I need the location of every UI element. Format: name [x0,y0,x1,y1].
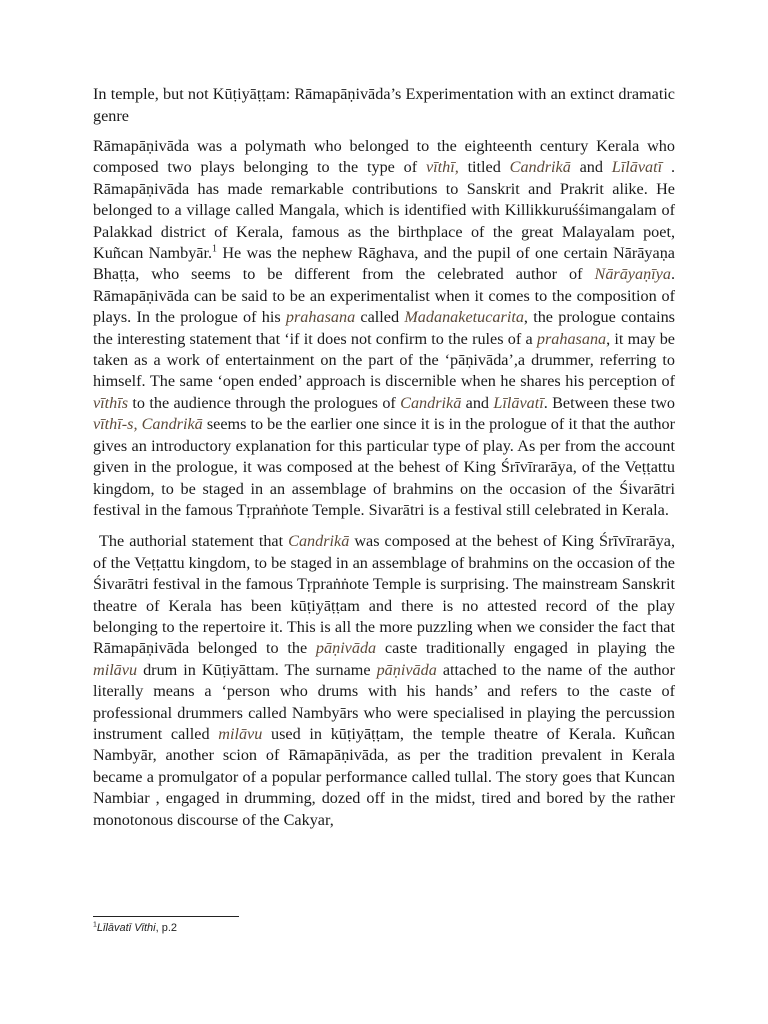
footnote-reference: 1 [212,243,218,255]
paragraph-2: The authorial statement that Candrikā was composed at the behest of King Śrīvīrarāya, of the Veṭṭattu kingdom, to be staged in an assemblage of brahmins on the occasion of the Śivarātri festival in the famous Tṛpraṅṅote Temple is surprising. The mainstream Sanskrit theatre of Kerala has been kūṭiyāṭṭam and there is no attested record of the play belonging to the repertoire it. This is all the more puzzling when we consider the fact that Rāmapāṇivāda belonged to the pāṇivāda caste traditionally engaged in playing the milāvu drum in Kūṭiyāttam. The surname pāṇivāda attached to the name of the author literally means a ‘person who drums with his hands’ and refers to the caste of professional drummers called Nambyārs who were specialised in playing the percussion instrument called milāvu used in kūṭiyāṭṭam, the temple theatre of Kerala. Kuñcan Nambyār, another scion of Rāmapāṇivāda, as per the tradition prevalent in Kerala became a promulgator of a popular performance called tullal. The story goes that Kuncan Nambiar , engaged in drumming, dozed off in the midst, tired and bored by the rather monotonous discourse of the Cakyar, [93,532,675,829]
document-heading: In temple, but not Kūṭiyāṭṭam: Rāmapāṇivāda’s Experimentation with an extinct dramatic genre [93,85,675,125]
footnote: $^1$Līlāvatī Vīthi, p.2 [93,921,178,934]
footnote-divider [93,916,239,917]
paragraph-1: Rāmapāṇivāda was a polymath who belonged to the eighteenth century Kerala who composed two plays belonging to the type of vīthī, titled Candrikā and Līlāvatī . Rāmapāṇivāda has made remarkable contributions to Sanskrit and Prakrit alike. He belonged to a village called Mangala, which is identified with Killikkuruśśimangalam of Palakkad district of Kerala, famous as the birthplace of the great Malayalam poet, Kuñcan Nambyār.$^1$ He was the nephew Rāghava, and the pupil of one certain Nārāyaṇa Bhaṭṭa, who seems to be different from the celebrated author of Nārāyaṇīya. Rāmapāṇivāda can be said to be an experimentalist when it comes to the composition of plays. In the prologue of his prahasana called Madanaketucarita, the prologue contains the interesting statement that ‘if it does not confirm to the rules of a prahasana, it may be taken as a work of entertainment on the part of the ‘pāṇivāda’,a drummer, referring to himself. The same ‘open ended’ approach is discernible when he shares his perception of vīthīs to the audience through the prologues of Candrikā and Līlāvatī. Between these two vīthī-s, Candrikā seems to be the earlier one since it is in the prologue of it that the author gives an introductory explanation for this particular type of play. As per from the account given in the prologue, it was composed at the behest of King Śrīvīrarāya, of the Veṭṭattu kingdom, to be staged in an assemblage of brahmins on the occasion of the Śivarātri festival in the famous Tṛpraṅṅote Temple. Sivarātri is a festival still celebrated in Kerala. [93,137,675,519]
document-page [93,84,675,831]
